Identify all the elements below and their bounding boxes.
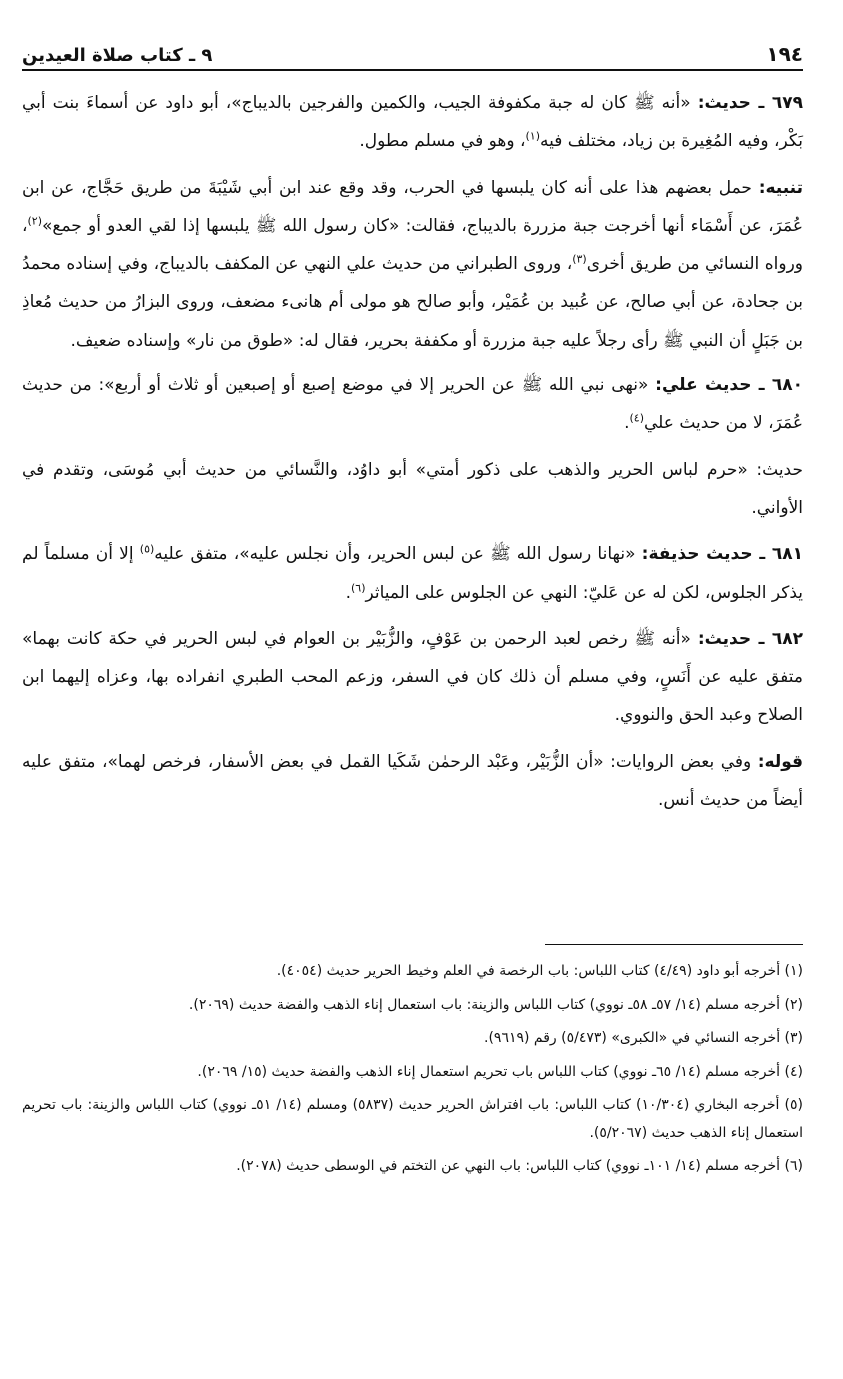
paragraph-lead: ٦٧٩ ـ حديث: <box>697 93 803 113</box>
paragraph-text: «أنه ﷺ رخص لعبد الرحمن بن عَوْفٍ، والزُّبَيْر بن العوام في لبس الحرير في حكة كانت بهما» متفق عليه عن أَنَسٍ، وفي مسلم أن ذلك كان في السفر، وزعم المحب الطبري انفراده بها، وعزاه إليهما ابن الصلاح وعبد الحق والنووي. <box>22 628 803 726</box>
paragraph-hadith-681 <box>22 535 803 612</box>
paragraph-hadith-682 <box>22 620 803 735</box>
footnote-item: (١) أخرجه أبو داود (٤/٤٩) كتاب اللباس: باب الرخصة في العلم وخيط الحرير حديث (٤٠٥٤). <box>276 963 803 979</box>
paragraph-qawluhu <box>22 743 803 820</box>
paragraph-text: وفي بعض الروايات: «أن الزُّبَيْر، وعَبْد الرحمٰن شَكَيا القمل في بعض الأسفار، فرخص لهما»، متفق عليه أيضاً من حديث أنس. <box>22 751 803 811</box>
paragraph-hadith-679 <box>22 84 803 161</box>
paragraph-tanbih <box>22 169 803 360</box>
paragraph-text: «أنه ﷺ كان له جبة مكفوفة الجيب، والكمين والفرجين بالديباج»، أبو داود عن أسماءَ بنت أبي بَكْر، وفيه المُغِيرة بن زياد، مختلف فيه <box>22 93 803 152</box>
paragraph-lead: تنبيه: <box>758 177 803 198</box>
paragraph-text: . <box>624 413 630 434</box>
main-text <box>22 84 803 827</box>
footnotes <box>22 958 803 1187</box>
paragraph-text: «نهى نبي الله ﷺ عن الحرير إلا في موضع إصبع أو إصبعين أو ثلاث أو أربع»: من حديث عُمَرَ، لا من حديث علي <box>22 375 803 434</box>
footnote-marker: (١) <box>525 129 540 143</box>
paragraph-text: ، وهو في مسلم مطول. <box>359 131 526 152</box>
paragraph-lead: قوله: <box>757 751 803 772</box>
footnote-divider <box>545 944 803 945</box>
footnote-marker: (٦) <box>350 580 366 594</box>
paragraph-text: ، وروى الطبراني من حديث علي النهي عن المكفف بالديباج، وفي إسناده محمدُ بن جحادة، عن أبي صالح، عن عُبيد بن عُمَيْر، وأبو صالح هو مولى أم هانىء مضعف، وروى البزارُ من حديث مُعاذِ بن جَبَلٍ أن النبي ﷺ رأى رجلاً عليه جبة مزررة أو مكففة بحرير، فقال له: «طوق من نار» وإسناده ضعيف. <box>22 254 803 351</box>
page-header <box>22 32 803 71</box>
paragraph-lead: ٦٨١ ـ حديث حذيفة: <box>641 544 803 565</box>
paragraph-text: حديث: «حرم لباس الحرير والذهب على ذكور أمتي» أبو داوُد، والنَّسائي من حديث أبي مُوسَى، وتقدم في الأواني. <box>22 459 803 518</box>
paragraph-text: حمل بعضهم هذا على أنه كان يلبسها في الحرب، وقد وقع عند ابن أبي شَيْبَةَ من طريق حَجَّاج، عن ابن عُمَرَ، عن أَسْمَاء أنها أخرجت جبة مزررة بالديباج، فقالت: «كان رسول الله ﷺ يلبسها إذا لقي العدو أو جمع» <box>22 177 803 236</box>
paragraph-text: . <box>345 582 351 603</box>
footnote-item: (٤) أخرجه مسلم (١٤/ ٦٥ـ نووي) كتاب اللباس باب تحريم استعمال إناء الذهب والفضة حديث (١٥/ ٢٠٦٩). <box>197 1063 803 1080</box>
footnote-item: (٣) أخرجه النسائي في «الكبرى» (٥/٤٧٣) رقم (٩٦١٩). <box>484 1030 803 1046</box>
footnote-marker: (٢) <box>27 214 43 228</box>
paragraph-lead: ٦٨٠ ـ حديث علي: <box>655 375 803 396</box>
footnote-marker: (٥) <box>139 542 155 556</box>
paragraph-hadith-680 <box>22 366 803 443</box>
paragraph-text: «نهانا رسول الله ﷺ عن لبس الحرير، وأن نجلس عليه»، متفق عليه <box>154 544 642 565</box>
paragraph-lead: ٦٨٢ ـ حديث: <box>697 628 803 649</box>
footnote-marker: (٣) <box>572 252 587 266</box>
page-number: ١٩٤ <box>766 42 803 66</box>
paragraph-hadith-harir <box>22 451 803 528</box>
footnote-item: (٥) أخرجه البخاري (١٠/٣٠٤) كتاب اللباس: باب افتراش الحرير حديث (٥٨٣٧) ومسلم (١٤/ ٥١ـ نووي) كتاب اللباس والزينة: باب تحريم استعمال إناء الذهب حديث (٥/٢٠٦٧). <box>22 1097 804 1141</box>
footnote-item: (٢) أخرجه مسلم (١٤/ ٥٧ـ ٥٨ـ نووي) كتاب اللباس والزينة: باب استعمال إناء الذهب والفضة حديث (٢٠٦٩). <box>188 996 803 1013</box>
paragraph-text: ، ورواه النسائي من طريق أخرى <box>22 215 804 275</box>
footnote-item: (٦) أخرجه مسلم (١٤/ ١٠١ـ نووي) كتاب اللباس: باب النهي عن التختم في الوسطى حديث (٢٠٧٨). <box>236 1158 803 1174</box>
running-title: ٩ ـ كتاب صلاة العيدين <box>22 45 213 66</box>
paragraph-text: إلا أن مسلماً لم يذكر الجلوس، لكن له عن عَليّ: النهي عن الجلوس على المياثر <box>22 544 803 603</box>
footnote-marker: (٤) <box>629 411 644 425</box>
